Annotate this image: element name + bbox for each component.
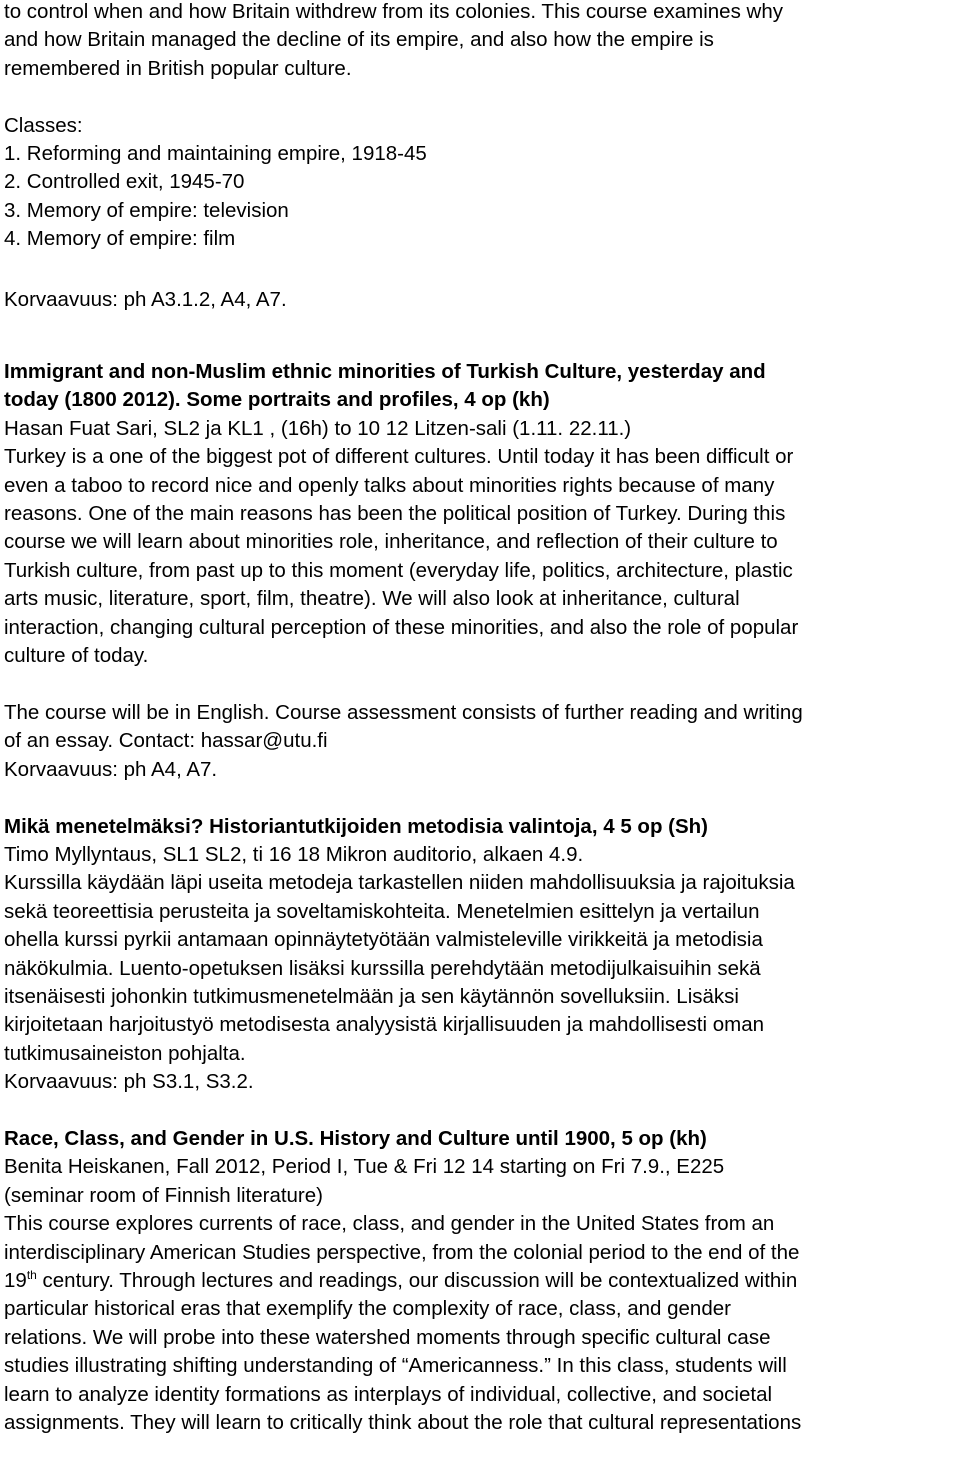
course-title-line2 [4,386,960,414]
course-body-line: kirjoitetaan harjoitustyö metodisesta analyysistä kirjallisuuden ja mahdollisesti oman [4,1013,765,1037]
course-methods [4,813,960,1097]
course-body-line: reasons. One of the main reasons has been the political position of Turkey. During this [4,502,786,526]
course-body-line: even a taboo to record nice and openly talks about minorities rights because of many [4,473,775,497]
classes-heading: Classes: [4,113,83,137]
course-body-line-century [4,1267,960,1295]
course-body-line: learn to analyze identity formations as interplays of individual, collective, and societal [4,1382,773,1406]
class-item: 2. Controlled exit, 1945-70 [4,170,245,194]
class-item: 4. Memory of empire: film [4,227,236,251]
course-title-subtitle: Some portraits and profiles, 4 op (kh) [186,388,550,412]
century-rest: century. Through lectures and readings, our discussion will be contextualized within [36,1269,798,1292]
course-meta: Timo Myllyntaus, SL1 SL2, ti 16 18 Mikron auditorio, alkaen 4.9. [4,842,584,866]
course-body-line: culture of today. [4,644,149,668]
course-meta: Benita Heiskanen, Fall 2012, Period I, Tue & Fri 12 14 starting on Fri 7.9., E225 [4,1155,725,1179]
course-title: Race, Class, and Gender in U.S. History and Culture until 1900, 5 op (kh) [4,1126,707,1150]
intro-line: and how Britain managed the decline of its empire, and also how the empire is [4,28,714,52]
korvaavuus-line: Korvaavuus: ph S3.1, S3.2. [4,1070,254,1094]
course-body-line: näkökulmia. Luento-opetuksen lisäksi kurssilla perehdytään metodijulkaisuihin sekä [4,956,761,980]
course-assessment-line: The course will be in English. Course assessment consists of further reading and writing [4,700,803,724]
course-body-line: Turkey is a one of the biggest pot of different cultures. Until today it has been difficult or [4,445,794,469]
course-body-line: This course explores currents of race, class, and gender in the United States from an [4,1212,775,1236]
class-item: 1. Reforming and maintaining empire, 1918-45 [4,142,427,166]
course-body-line: sekä teoreettisia perusteita ja soveltamiskohteita. Menetelmien esittelyn ja vertailun [4,899,760,923]
course-body-line: studies illustrating shifting understanding of “Americanness.” In this class, students will [4,1354,787,1378]
course-body-line: arts music, literature, sport, film, theatre). We will also look at inheritance, cultural [4,587,740,611]
class-item: 3. Memory of empire: television [4,198,289,222]
course-title-dates: today (1800 2012). [4,388,181,412]
course-title-main: Historiantutkijoiden metodisia valintoja, 4 5 op (Sh) [209,814,709,838]
korvaavuus-line: Korvaavuus: ph A3.1.2, A4, A7. [4,287,287,311]
korvaavuus-line: Korvaavuus: ph A4, A7. [4,757,218,781]
course-title [4,813,960,841]
course-meta: Hasan Fuat Sari, SL2 ja KL1 , (16h) to 10 12 Litzen-sali (1.11. 22.11.) [4,416,632,440]
intro-line: to control when and how Britain withdrew from its colonies. This course examines why [4,0,783,23]
century-suffix: th [26,1268,37,1282]
course-title-question: Mikä menetelmäksi? [4,814,204,838]
course-body-line: ohella kurssi pyrkii antamaan opinnäytetyötään valmisteleville virikkeitä ja metodisia [4,928,763,952]
intro-paragraph [4,0,960,83]
course-body-line: assignments. They will learn to critically think about the role that cultural representations [4,1411,802,1435]
course-assessment-line: of an essay. Contact: hassar@utu.fi [4,729,328,753]
course-body-line: interdisciplinary American Studies perspective, from the colonial period to the end of the [4,1240,800,1264]
course-body-line: Turkish culture, from past up to this moment (everyday life, politics, architecture, plastic [4,558,793,582]
course-race [4,1125,960,1437]
course-turkey [4,358,960,784]
course-meta: (seminar room of Finnish literature) [4,1183,323,1207]
course-body-line: particular historical eras that exemplify the complexity of race, class, and gender [4,1297,731,1321]
course-body-line: itsenäisesti johonkin tutkimusmenetelmään ja sen käytännön sovelluksiin. Lisäksi [4,984,739,1008]
intro-line: remembered in British popular culture. [4,56,352,80]
classes-section [4,112,960,314]
course-body-line: tutkimusaineiston pohjalta. [4,1041,246,1065]
century-number: 19 [4,1269,27,1292]
course-body-line: interaction, changing cultural perception of these minorities, and also the role of popular [4,615,799,639]
course-body-line: Kurssilla käydään läpi useita metodeja tarkastellen niiden mahdollisuuksia ja rajoituksia [4,871,795,895]
course-title: Immigrant and non-Muslim ethnic minorities of Turkish Culture, yesterday and [4,360,766,384]
course-body-line: relations. We will probe into these watershed moments through specific cultural case [4,1325,771,1349]
course-body-line: course we will learn about minorities role, inheritance, and reflection of their culture to [4,530,778,554]
